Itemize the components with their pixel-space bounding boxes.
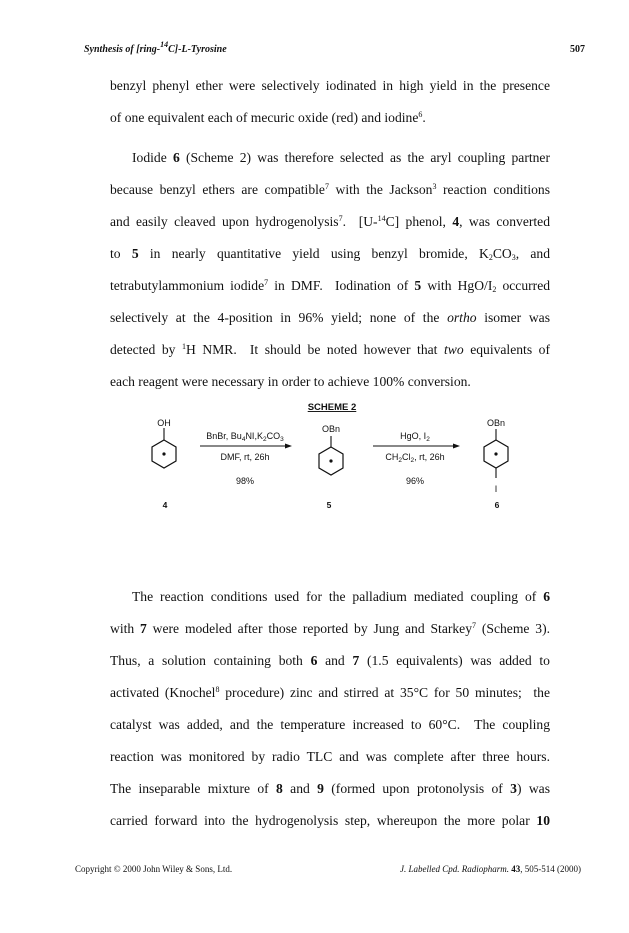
text-line: catalyst was added, and the temperature increased to 60°C. The coupling <box>110 717 550 732</box>
compound-4-structure <box>152 418 176 510</box>
copyright-footer: Copyright © 2000 John Wiley & Sons, Ltd. <box>75 864 233 874</box>
text-line: each reagent were necessary in order to achieve 100% conversion. <box>110 374 471 389</box>
text-line: with 7 were modeled after those reported by Jung and Starkey$^7$ (Scheme 3). <box>110 621 550 636</box>
arrow-1-reagents: BnBr, $Bu_4NI,K_2CO_3$ <box>206 431 284 443</box>
reaction-arrow-1 <box>200 431 292 486</box>
compound-6-structure <box>484 418 508 510</box>
text-line: selectively at the 4-position in 96% yield; none of the ortho isomer was <box>110 310 551 325</box>
compound-5-substituent: OBn <box>321 424 341 434</box>
scheme-title: SCHEME 2 <box>307 402 357 413</box>
text-line: activated (Knochel$^8$ procedure) zinc and stirred at 35°C for 50 minutes; the <box>110 685 550 700</box>
compound-6-iodo: I <box>494 484 498 494</box>
paragraph-3 <box>110 581 550 837</box>
text-line: of one equivalent each of mecuric oxide (red) and iodine$^6$. <box>110 110 426 125</box>
paragraph-2 <box>110 142 550 398</box>
text-line: detected by $^1$H NMR. It should be noted however that two equivalents of <box>110 342 550 357</box>
text-line: Iodide 6 (Scheme 2) was therefore selected as the aryl coupling partner <box>132 150 550 165</box>
text-line: Thus, a solution containing both 6 and 7 (1.5 equivalents) was added to <box>110 653 550 668</box>
text-line: to 5 in nearly quantitative yield using benzyl bromide, $K_2CO_3$, and <box>110 246 551 262</box>
text-line: The inseparable mixture of 8 and 9 (formed upon protonolysis of 3) was <box>110 781 550 796</box>
text-line: benzyl phenyl ether were selectively iodinated in high yield in the presence <box>110 78 550 93</box>
compound-6-substituent: OBn <box>486 418 506 428</box>
text-line: tetrabutylammonium iodide$^7$ in DMF. Iodination of 5 with HgO/$I_2$ occurred <box>110 278 551 294</box>
journal-citation-footer: J. Labelled Cpd. Radiopharm. 43, 505-514 (2000) <box>400 864 581 874</box>
paragraph-1 <box>110 70 550 134</box>
page-number: 507 <box>570 44 585 55</box>
arrow-1-yield: 98% <box>235 476 255 486</box>
compound-6-label: 6 <box>494 500 500 510</box>
compound-5-label: 5 <box>326 500 332 510</box>
reaction-arrow-2 <box>373 431 460 486</box>
compound-4-label: 4 <box>162 500 168 510</box>
text-line: and easily cleaved upon hydrogenolysis$^7$. [U-$^{14}$C] phenol, 4, was converted <box>110 214 550 229</box>
arrow-2-reagents: HgO, $I_2$ <box>400 431 430 443</box>
text-line: The reaction conditions used for the palladium mediated coupling of 6 <box>132 589 550 604</box>
text-line: reaction was monitored by radio TLC and was complete after three hours. <box>110 749 550 764</box>
compound-4-substituent: OH <box>157 418 171 428</box>
text-line: carried forward into the hydrogenolysis step, whereupon the more polar 10 <box>110 813 550 828</box>
compound-5-structure <box>319 424 343 510</box>
arrow-2-yield: 96% <box>405 476 425 486</box>
arrow-2-conditions: $CH_2Cl_2$, rt, 26h <box>385 452 445 464</box>
running-header-title: Synthesis of [ring-$^{14}$C]-L-Tyrosine <box>84 40 227 55</box>
arrow-1-conditions: DMF, rt, 26h <box>220 452 270 462</box>
text-line: because benzyl ethers are compatible$^7$ with the Jackson$^3$ reaction conditions <box>110 182 550 197</box>
